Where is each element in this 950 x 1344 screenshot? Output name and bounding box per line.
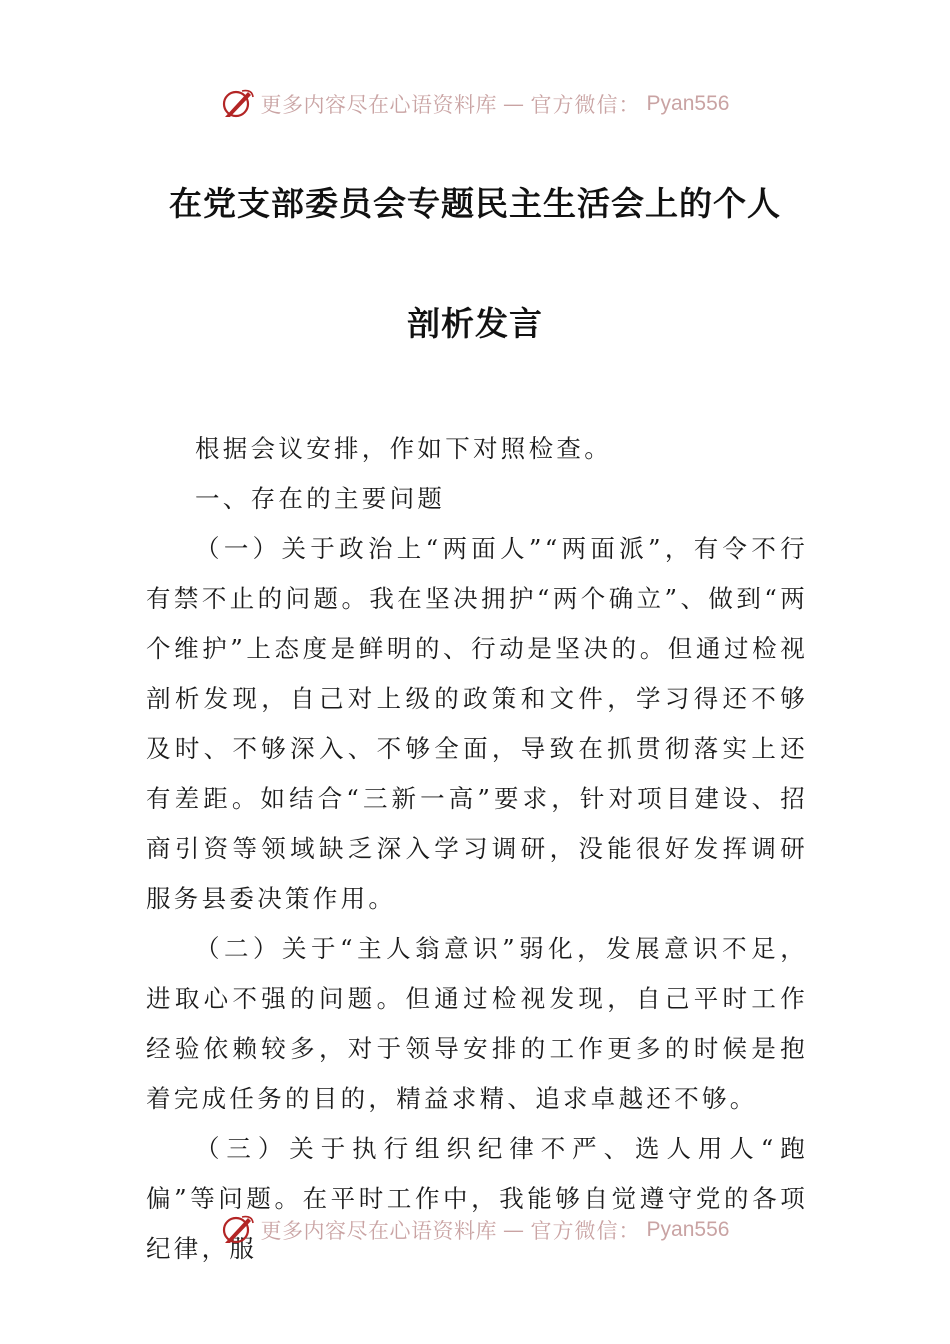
banner-dash: — <box>503 92 525 116</box>
banner-wechat-id: Pyan556 <box>646 1218 730 1241</box>
banner-text: 更多内容尽在心语资料库 <box>260 1219 498 1243</box>
quill-logo-icon <box>221 1213 255 1247</box>
header-watermark-banner <box>0 84 950 124</box>
section-heading: 一、存在的主要问题 <box>195 484 446 513</box>
document-title-line-2: 剖析发言 <box>407 304 543 343</box>
document-body <box>146 424 808 1274</box>
banner-wechat-id: Pyan556 <box>646 92 730 115</box>
paragraph-issue-1: （一）关于政治上“两面人”“两面派”，有令不行有禁不止的问题。我在坚决拥护“两个确立”、做到“两个维护”上态度是鲜明的、行动是坚决的。但通过检视剖析发现，自己对上级的政策和文件，学习得还不够及时、不够深入、不够全面，导致在抓贯彻落实上还有差距。如结合“三新一高”要求，针对项目建设、招商引资等领域缺乏深入学习调研，没能很好发挥调研服务县委决策作用。 <box>146 534 808 913</box>
paragraph-intro: 根据会议安排，作如下对照检查。 <box>195 434 612 463</box>
quill-logo-icon <box>221 87 255 121</box>
banner-text: 更多内容尽在心语资料库 <box>260 93 498 117</box>
banner-wechat-label: 官方微信： <box>530 93 641 117</box>
paragraph-issue-2: （二）关于“主人翁意识”弱化，发展意识不足，进取心不强的问题。但通过检视发现，自己平时工作经验依赖较多，对于领导安排的工作更多的时候是抱着完成任务的目的，精益求精、追求卓越还不够。 <box>146 934 808 1113</box>
footer-watermark-banner <box>0 1210 950 1250</box>
document-title-line-1: 在党支部委员会专题民主生活会上的个人 <box>169 184 781 223</box>
banner-dash: — <box>503 1218 525 1242</box>
paragraph-issue-3: （三）关于执行组织纪律不严、选人用人“跑偏”等问题。在平时工作中，我能够自觉遵守党的各项纪律，服 <box>146 1134 808 1263</box>
banner-wechat-label: 官方微信： <box>530 1219 641 1243</box>
